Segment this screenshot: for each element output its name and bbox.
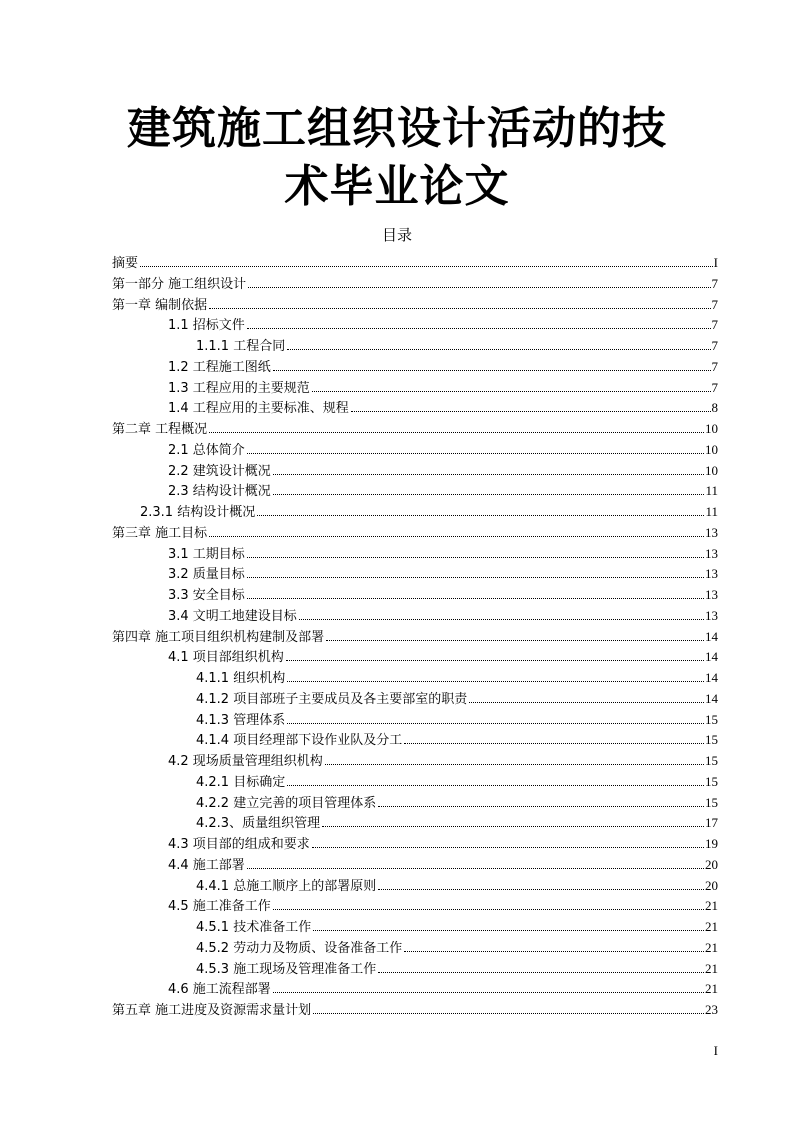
toc-leader-dots	[140, 266, 713, 267]
toc-entry-label: 4.2.3、质量组织管理	[196, 816, 321, 832]
toc-leader-dots	[209, 308, 710, 309]
toc-entry[interactable]	[112, 959, 718, 980]
toc-entry-label: 4.5 施工准备工作	[168, 899, 271, 915]
toc-entry[interactable]	[112, 689, 718, 710]
toc-entry[interactable]	[112, 813, 718, 834]
toc-leader-dots	[404, 743, 704, 744]
toc-leader-dots	[247, 557, 704, 558]
toc-entry-label: 4.4.1 总施工顺序上的部署原则	[196, 878, 377, 894]
toc-leader-dots	[247, 577, 704, 578]
toc-leader-dots	[351, 411, 711, 412]
title-line-1: 建筑施工组织设计活动的技	[127, 103, 667, 154]
toc-entry-page: I	[713, 255, 718, 270]
toc-entry-label: 1.1.1 工程合同	[196, 339, 286, 354]
toc-entry[interactable]	[112, 336, 718, 357]
toc-leader-dots	[378, 889, 704, 890]
toc-entry[interactable]	[112, 253, 718, 274]
toc-entry-page: 15	[705, 773, 718, 789]
toc-entry-page: 14	[705, 649, 718, 665]
toc-entry-label: 4.1 项目部组织机构	[168, 650, 284, 666]
toc-leader-dots	[287, 785, 704, 786]
toc-entry-label: 4.5.2 劳动力及物质、设备准备工作	[196, 940, 403, 956]
toc-entry-label: 2.3 结构设计概况	[168, 484, 271, 500]
toc-entry-page: 19	[705, 836, 718, 851]
toc-entry-label: 第四章 施工项目组织机构建制及部署	[112, 629, 325, 645]
toc-entry[interactable]	[112, 295, 718, 316]
toc-entry-page: 13	[705, 587, 718, 602]
toc-entry[interactable]	[112, 461, 718, 482]
toc-entry-page: 13	[705, 524, 718, 540]
toc-leader-dots	[378, 806, 704, 807]
toc-entry-page: 21	[705, 981, 718, 997]
document-title	[80, 100, 714, 216]
toc-entry-label: 摘要	[112, 256, 139, 271]
toc-entry-label: 1.2 工程施工图纸	[168, 359, 271, 375]
toc-entry[interactable]	[112, 751, 718, 772]
toc-entry-page: 15	[705, 732, 718, 748]
toc-leader-dots	[286, 660, 704, 661]
toc-entry-page: 20	[705, 856, 718, 872]
toc-entry-label: 3.3 安全目标	[168, 588, 245, 603]
toc-entry[interactable]	[112, 647, 718, 668]
toc-entry-label: 1.3 工程应用的主要规范	[168, 380, 310, 396]
toc-leader-dots	[287, 349, 710, 350]
toc-leader-dots	[313, 930, 704, 931]
toc-entry[interactable]	[112, 855, 718, 876]
toc-entry-label: 3.1 工期目标	[168, 546, 245, 562]
toc-entry-page: 7	[711, 379, 718, 395]
toc-leader-dots	[322, 826, 704, 827]
toc-entry-label: 4.6 施工流程部署	[168, 982, 271, 998]
toc-entry[interactable]	[112, 274, 718, 295]
toc-leader-dots	[325, 764, 704, 765]
toc-leader-dots	[273, 992, 704, 993]
toc-leader-dots	[247, 453, 704, 454]
toc-entry[interactable]	[112, 378, 718, 399]
toc-entry[interactable]	[112, 668, 718, 689]
toc-entry-page: 14	[705, 670, 718, 685]
toc-entry-page: 17	[705, 815, 718, 831]
toc-leader-dots	[248, 287, 710, 288]
toc-leader-dots	[313, 1013, 704, 1014]
toc-entry-label: 第五章 施工进度及资源需求量计划	[112, 1003, 312, 1018]
toc-entry-label: 4.1.4 项目经理部下设作业队及分工	[196, 733, 403, 749]
toc-leader-dots	[247, 598, 704, 599]
toc-leader-dots	[287, 723, 704, 724]
toc-entry-label: 4.4 施工部署	[168, 857, 245, 873]
toc-entry-page: 21	[705, 898, 718, 914]
toc-entry-page: 7	[711, 275, 718, 291]
toc-entry[interactable]	[112, 1000, 718, 1021]
toc-entry-page: 13	[705, 607, 718, 623]
toc-entry[interactable]	[112, 730, 718, 751]
toc-heading: 目录	[381, 226, 412, 244]
toc-leader-dots	[299, 619, 704, 620]
toc-leader-dots	[312, 391, 711, 392]
toc-entry-page: 14	[705, 690, 718, 706]
toc-leader-dots	[209, 432, 704, 433]
toc-entry-label: 3.2 质量目标	[168, 567, 245, 583]
toc-entry-label: 3.4 文明工地建设目标	[168, 608, 297, 624]
toc-entry-label: 4.2 现场质量管理组织机构	[168, 754, 323, 769]
toc-entry-page: 7	[711, 317, 718, 333]
toc-entry-page: 10	[705, 462, 718, 478]
toc-leader-dots	[404, 951, 704, 952]
toc-entry-page: 13	[705, 566, 718, 582]
toc-entry[interactable]	[112, 398, 718, 419]
toc-entry[interactable]	[112, 523, 718, 544]
toc-entry-label: 4.2.2 建立完善的项目管理体系	[196, 795, 377, 811]
toc-entry-label: 2.1 总体简介	[168, 442, 245, 458]
toc-entry[interactable]	[112, 834, 718, 855]
toc-entry[interactable]	[112, 627, 718, 648]
toc-entry-page: 23	[705, 1002, 718, 1017]
toc-entry[interactable]	[112, 419, 718, 440]
toc-entry-page: 7	[711, 338, 718, 353]
toc-leader-dots	[287, 681, 704, 682]
toc-entry-label: 第一章 编制依据	[112, 297, 208, 313]
toc-entry-page: 21	[705, 939, 718, 955]
toc-leader-dots	[378, 972, 704, 973]
toc-leader-dots	[326, 640, 704, 641]
toc-leader-dots	[273, 370, 711, 371]
toc-entry-page: 15	[705, 711, 718, 727]
toc-entry-label: 第二章 工程概况	[112, 422, 208, 437]
toc-entry[interactable]	[112, 896, 718, 917]
toc-entry[interactable]	[112, 710, 718, 731]
toc-entry-page: 7	[711, 358, 718, 374]
toc-entry-page: 20	[705, 877, 718, 893]
toc-entry-label: 1.4 工程应用的主要标准、规程	[168, 401, 349, 417]
toc-entry-label: 2.3.1 结构设计概况	[140, 505, 256, 520]
toc-entry-label: 第一部分 施工组织设计	[112, 276, 247, 292]
toc-entry[interactable]	[112, 917, 718, 938]
toc-entry-label: 2.2 建筑设计概况	[168, 463, 271, 479]
toc-entry[interactable]	[112, 440, 718, 461]
toc-entry[interactable]	[112, 606, 718, 627]
toc-entry-label: 4.1.3 管理体系	[196, 712, 286, 728]
toc-leader-dots	[247, 868, 704, 869]
toc-leader-dots	[469, 702, 704, 703]
toc-entry-label: 4.5.1 技术准备工作	[196, 920, 312, 935]
title-line-2: 术毕业论文	[284, 161, 510, 212]
toc-entry[interactable]	[112, 502, 718, 523]
toc-entry[interactable]	[112, 938, 718, 959]
toc-entry-page: 10	[705, 441, 718, 457]
toc-entry[interactable]	[112, 357, 718, 378]
toc-entry-page: 14	[705, 628, 718, 644]
toc-entry[interactable]	[112, 979, 718, 1000]
toc-entry-label: 4.3 项目部的组成和要求	[168, 837, 310, 852]
toc-entry[interactable]	[112, 564, 718, 585]
toc-entry-page: 15	[705, 794, 718, 810]
toc-leader-dots	[209, 536, 704, 537]
toc-leader-dots	[273, 909, 704, 910]
toc-entry-label: 4.5.3 施工现场及管理准备工作	[196, 961, 377, 977]
toc-leader-dots	[257, 515, 704, 516]
toc-entry-label: 1.1 招标文件	[168, 318, 245, 334]
toc-entry-page: 11	[705, 504, 718, 519]
toc-entry-page: 21	[705, 960, 718, 976]
toc-entry-page: 11	[705, 483, 718, 499]
toc-entry[interactable]	[112, 315, 718, 336]
toc-entry[interactable]	[112, 585, 718, 606]
toc-entry[interactable]	[112, 544, 718, 565]
toc-leader-dots	[247, 328, 711, 329]
toc-entry[interactable]	[112, 481, 718, 502]
toc-entry-label: 4.1.2 项目部班子主要成员及各主要部室的职责	[196, 691, 468, 707]
toc-entry-page: 8	[711, 400, 718, 416]
toc-entry-label: 4.2.1 目标确定	[196, 774, 286, 790]
toc-entry-label: 4.1.1 组织机构	[196, 671, 286, 686]
toc-entry[interactable]	[112, 876, 718, 897]
toc-entry-page: 10	[705, 421, 718, 436]
table-of-contents	[112, 253, 718, 1021]
toc-leader-dots	[312, 847, 704, 848]
toc-entry-label: 第三章 施工目标	[112, 525, 208, 541]
toc-entry-page: 13	[705, 545, 718, 561]
toc-entry[interactable]	[112, 772, 718, 793]
toc-entry-page: 7	[711, 296, 718, 312]
toc-leader-dots	[273, 494, 705, 495]
toc-entry[interactable]	[112, 793, 718, 814]
toc-leader-dots	[273, 474, 704, 475]
page-number: I	[713, 1043, 718, 1058]
toc-entry-page: 15	[705, 753, 718, 768]
toc-entry-page: 21	[705, 919, 718, 934]
